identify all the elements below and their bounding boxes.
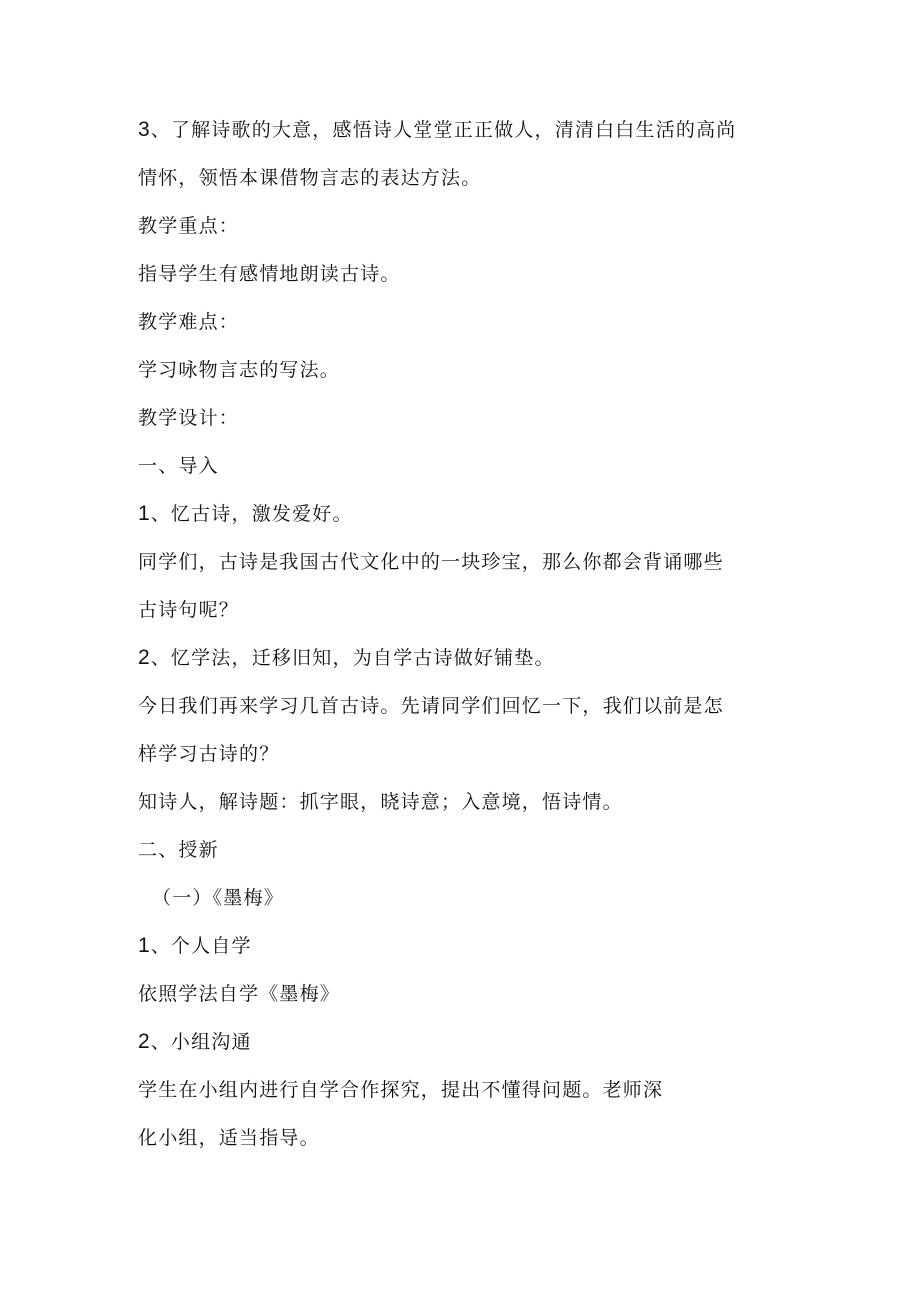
line-text: 二、授新: [138, 839, 219, 861]
text-line: [138, 646, 555, 670]
list-number: 3: [138, 118, 150, 141]
section-heading: [138, 838, 219, 862]
text-line: [138, 166, 481, 190]
list-number: 1: [138, 502, 150, 525]
text-line: [138, 1030, 252, 1054]
line-text: 、忆学法，迁移旧知，为自学古诗做好铺垫。: [150, 647, 555, 669]
list-number: 2: [138, 646, 150, 669]
line-text: 知诗人，解诗题：抓字眼，晓诗意；入意境，悟诗情。: [138, 791, 623, 813]
line-text: （一）《墨梅》: [152, 887, 284, 909]
section-heading: [138, 214, 239, 238]
text-line: [138, 118, 737, 142]
text-line: [138, 598, 239, 622]
line-text: 一、导入: [138, 455, 219, 477]
text-line: [138, 934, 252, 958]
line-text: 教学设计：: [138, 407, 240, 429]
line-text: 、忆古诗，激发爱好。: [150, 503, 353, 525]
list-number: 2: [138, 1030, 150, 1053]
text-line: [138, 1126, 320, 1150]
line-text: 学习咏物言志的写法。: [138, 359, 341, 381]
text-line: [138, 550, 724, 574]
line-text: 今日我们再来学习几首古诗。先请同学们回忆一下，我们以前是怎: [138, 695, 724, 717]
line-text: 、小组沟通: [150, 1031, 252, 1053]
line-text: 学生在小组内进行自学合作探究，提出不懂得问题。老师深: [138, 1079, 664, 1101]
text-line: [138, 694, 724, 718]
line-text: 、个人自学: [150, 935, 252, 957]
text-line: [138, 502, 353, 526]
line-text: 指导学生有感情地朗读古诗。: [138, 263, 401, 285]
line-text: 同学们，古诗是我国古代文化中的一块珍宝，那么你都会背诵哪些: [138, 551, 724, 573]
text-line: [138, 790, 623, 814]
text-line: [138, 982, 340, 1006]
section-heading: [138, 310, 239, 334]
line-text: 教学重点：: [138, 215, 240, 237]
section-heading: [138, 454, 219, 478]
line-text: 情怀，领悟本课借物言志的表达方法。: [138, 167, 482, 189]
line-text: 样学习古诗的？: [138, 743, 280, 765]
line-text: 化小组，适当指导。: [138, 1127, 320, 1149]
subsection-heading: [152, 886, 284, 910]
line-text: 依照学法自学《墨梅》: [138, 983, 341, 1005]
line-text: 、了解诗歌的大意，感悟诗人堂堂正正做人，清清白白生活的高尚: [150, 119, 737, 141]
list-number: 1: [138, 934, 150, 957]
line-text: 古诗句呢？: [138, 599, 240, 621]
text-line: [138, 1078, 663, 1102]
text-line: [138, 742, 279, 766]
section-heading: [138, 406, 239, 430]
text-line: [138, 262, 401, 286]
line-text: 教学难点：: [138, 311, 240, 333]
text-line: [138, 358, 340, 382]
